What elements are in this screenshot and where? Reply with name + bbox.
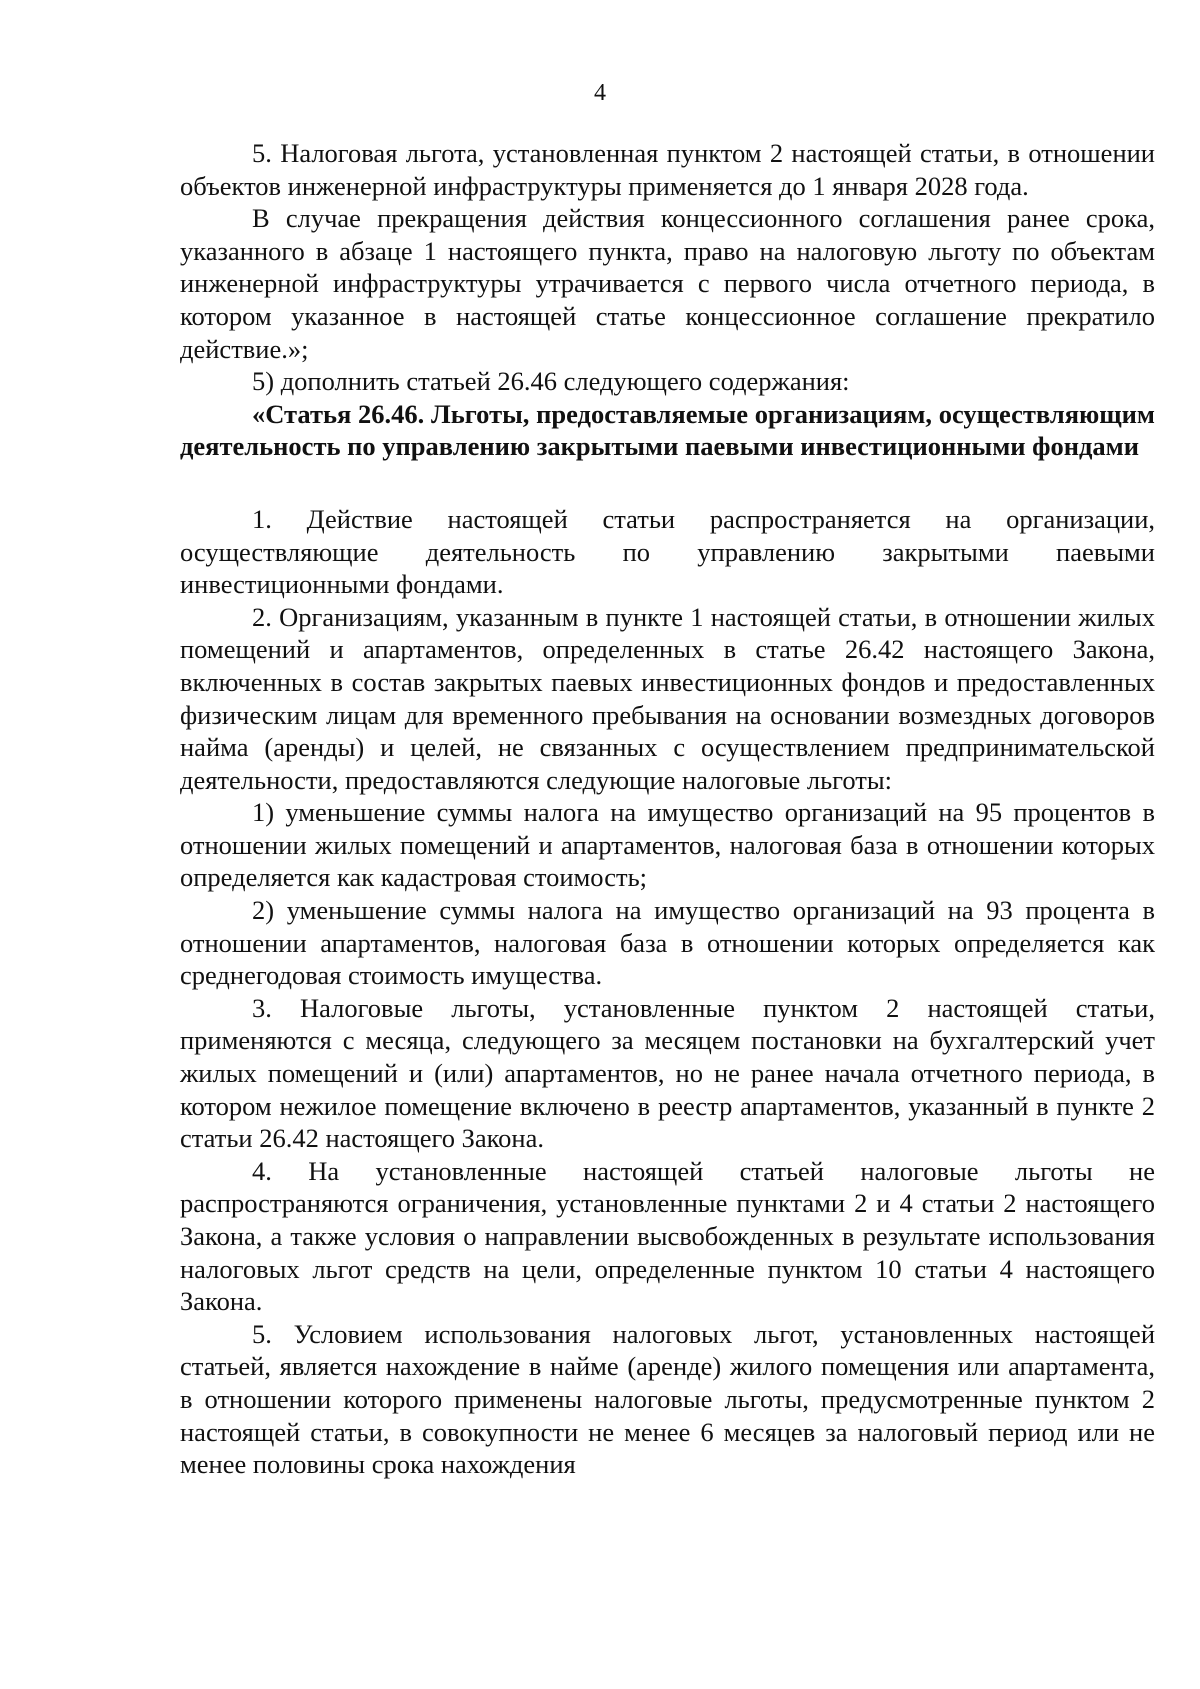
paragraph-item-5: 5. Налоговая льгота, установленная пунктом 2 настоящей статьи, в отношении объектов инженерной инфраструктуры применяется до 1 января 2028 года. bbox=[180, 138, 1155, 201]
paragraph-subitem-2: 2) уменьшение суммы налога на имущество организаций на 93 процента в отношении апартаментов, налоговая база в отношении которых определяется как среднегодовая стоимость имущества. bbox=[180, 895, 1155, 991]
paragraph-article-item-5: 5. Условием использования налоговых льгот, установленных настоящей статьей, является нахождение в найме (аренде) жилого помещения или апартамента, в отношении которого применены налоговые льготы, предусмотренные пунктом 2 настоящей статьи, в совокупности не менее 6 месяцев за налоговый период или не менее половины срока нахождения bbox=[180, 1318, 1155, 1480]
paragraph-article-item-4: 4. На установленные настоящей статьей налоговые льготы не распространяются ограничения, установленные пунктами 2 и 4 статьи 2 настоящего Закона, а также условия о направлении высвобожденных в результате использования налоговых льгот средств на цели, определенные пунктом 10 статьи 4 настоящего Закона. bbox=[180, 1155, 1155, 1317]
article-heading: «Статья 26.46. Льготы, предоставляемые организациям, осуществляющим деятельность по управлению закрытыми паевыми инвестиционными фондами bbox=[180, 398, 1155, 462]
paragraph-concession-termination: В случае прекращения действия концессионного соглашения ранее срока, указанного в абзаце 1 настоящего пункта, право на налоговую льготу по объектам инженерной инфраструктуры утрачивается с первого числа отчетного периода, в котором указанное в настоящей статье концессионное соглашение прекратило действие.»; bbox=[180, 203, 1155, 364]
paragraph-article-item-2: 2. Организациям, указанным в пункте 1 настоящей статьи, в отношении жилых помещений и апартаментов, определенных в статье 26.42 настоящего Закона, включенных в состав закрытых паевых инвестиционных фондов и предоставленных физическим лицам для временного пребывания на основании возмездных договоров найма (аренды) и целей, не связанных с осуществлением предпринимательской деятельности, предоставляются следующие налоговые льготы: bbox=[180, 601, 1155, 795]
paragraph-article-item-1: 1. Действие настоящей статьи распространяется на организации, осуществляющие деятельность по управлению закрытыми паевыми инвестиционными фондами. bbox=[180, 503, 1155, 600]
paragraph-article-item-3: 3. Налоговые льготы, установленные пунктом 2 настоящей статьи, применяются с месяца, следующего за месяцем постановки на бухгалтерский учет жилых помещений и (или) апартаментов, но не ранее начала отчетного периода, в котором нежилое помещение включено в реестр апартаментов, указанный в пункте 2 статьи 26.42 настоящего Закона. bbox=[180, 992, 1155, 1154]
paragraph-subitem-1: 1) уменьшение суммы налога на имущество организаций на 95 процентов в отношении жилых помещений и апартаментов, налоговая база в отношении которых определяется как кадастровая стоимость; bbox=[180, 797, 1155, 893]
paragraph-amendment-5: 5) дополнить статьей 26.46 следующего содержания: bbox=[252, 366, 850, 397]
page-number: 4 bbox=[594, 80, 606, 106]
document-body bbox=[180, 137, 1155, 1481]
